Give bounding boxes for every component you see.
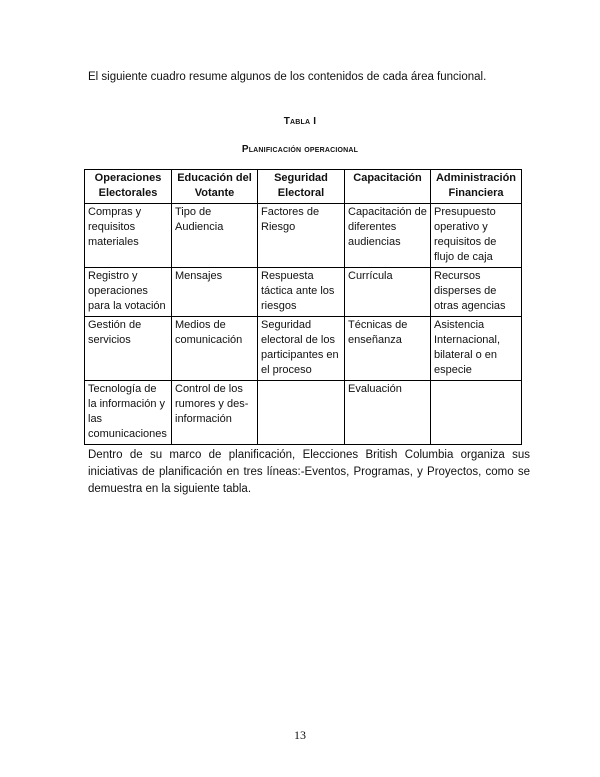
table-cell: Compras y requisitos materiales <box>85 204 172 268</box>
table-cell: Seguridad electoral de los participantes en el proceso <box>258 317 345 381</box>
table-cell: Currícula <box>345 268 431 317</box>
table-row <box>85 268 522 317</box>
table-cell: Medios de comunicación <box>172 317 258 381</box>
table-label: Tabla I <box>283 116 317 127</box>
page-number: 13 <box>294 728 306 742</box>
table-header-row <box>85 170 522 204</box>
table-cell: Mensajes <box>172 268 258 317</box>
table-cell: Presupuesto operativo y requisitos de flujo de caja <box>431 204 522 268</box>
closing-paragraph: Dentro de su marco de planificación, Elecciones British Columbia organiza sus iniciativas de planificación en tres líneas:-Eventos, Programas, y Proyectos, como se demuestra en la siguiente tabla. <box>88 449 530 495</box>
header-administracion-financiera: Administración Financiera <box>431 170 522 204</box>
table-cell: Respuesta táctica ante los riesgos <box>258 268 345 317</box>
header-educacion-del-votante: Educación del Votante <box>172 170 258 204</box>
table-cell: Tipo de Audiencia <box>172 204 258 268</box>
intro-paragraph: El siguiente cuadro resume algunos de los contenidos de cada área funcional. <box>88 71 487 83</box>
table-cell <box>431 381 522 445</box>
table-cell: Capacitación de diferentes audiencias <box>345 204 431 268</box>
table-cell: Asistencia Internacional, bilateral o en especie <box>431 317 522 381</box>
table-cell <box>258 381 345 445</box>
table-cell: Tecnología de la información y las comunicaciones <box>85 381 172 445</box>
table-cell: Factores de Riesgo <box>258 204 345 268</box>
header-seguridad-electoral: Seguridad Electoral <box>258 170 345 204</box>
table-cell: Técnicas de enseñanza <box>345 317 431 381</box>
header-operaciones-electorales: Operaciones Electorales <box>85 170 172 204</box>
table-cell: Registro y operaciones para la votación <box>85 268 172 317</box>
header-capacitacion: Capacitación <box>345 170 431 204</box>
table-row <box>85 204 522 268</box>
table-row <box>85 381 522 445</box>
table-cell: Evaluación <box>345 381 431 445</box>
table-cell: Recursos disperses de otras agencias <box>431 268 522 317</box>
table-caption: Planificación operacional <box>241 144 359 155</box>
table-cell: Gestión de servicios <box>85 317 172 381</box>
table-row <box>85 317 522 381</box>
table-cell: Control de los rumores y des-información <box>172 381 258 445</box>
operational-planning-table <box>84 169 522 445</box>
